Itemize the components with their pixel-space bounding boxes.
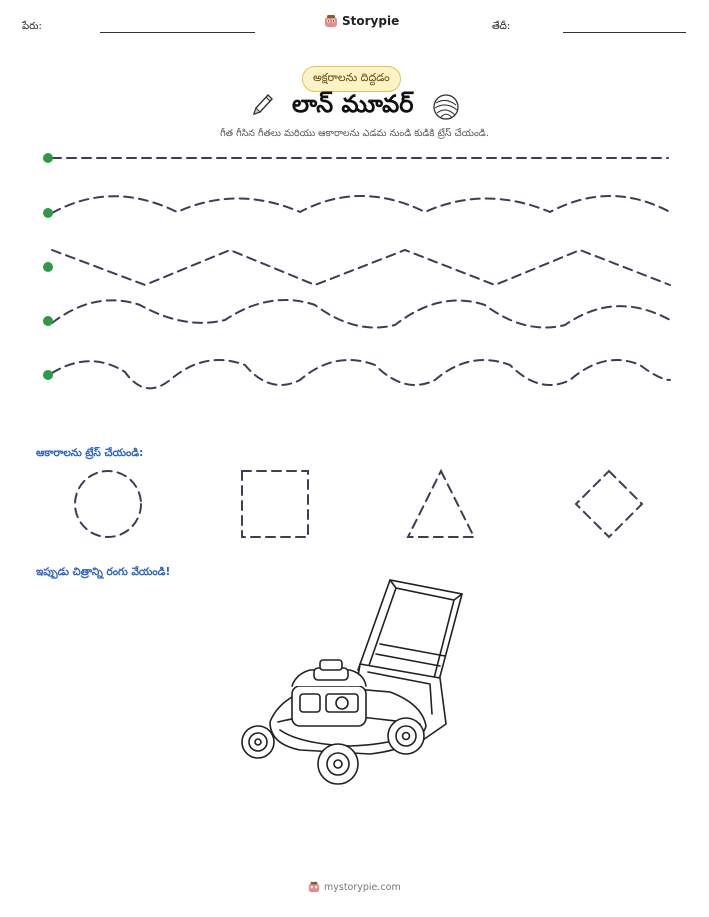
shapes-heading: ఆకారాలను ట్రేస్ చేయండి:	[36, 447, 144, 459]
trace-square	[242, 471, 308, 537]
trace-circle	[75, 471, 141, 537]
start-dot-4	[43, 316, 53, 326]
storypie-footer-logo-icon	[308, 881, 320, 893]
page-title: లాన్ మూవర్	[292, 90, 414, 118]
date-label: తేదీ:	[492, 21, 511, 32]
date-line[interactable]	[563, 32, 686, 33]
storypie-logo-icon	[324, 14, 338, 28]
trace-line-wave-3	[52, 360, 670, 388]
name-label: పేరు:	[22, 21, 42, 32]
name-line[interactable]	[100, 32, 255, 33]
pencil-icon	[250, 92, 274, 118]
coloring-heading: ఇప్పుడు చిత్రాన్ని రంగు వేయండి!	[36, 566, 171, 578]
brand	[324, 14, 399, 28]
tracing-lines	[0, 140, 709, 380]
start-dot-3	[43, 262, 53, 272]
start-dot-1	[43, 153, 53, 163]
instructions: గీత గీసిన గీతలు మరియు ఆకారాలను ఎడమ నుండి కుడికి ట్రేస్ చేయండి.	[220, 128, 489, 139]
start-dot-5	[43, 370, 53, 380]
worksheet-badge: అక్షరాలను దిద్దడం	[302, 66, 401, 92]
trace-line-zigzag	[52, 250, 670, 285]
tracing-shapes	[0, 465, 709, 545]
trace-line-wave-1	[52, 196, 670, 213]
brand-name: Storypie	[342, 14, 400, 28]
footer-url[interactable]: mystorypie.com	[324, 881, 401, 893]
trace-diamond	[576, 471, 642, 537]
trace-triangle	[408, 471, 474, 537]
lawn-mower-illustration	[240, 574, 470, 794]
start-dot-2	[43, 208, 53, 218]
yarn-ball-icon	[432, 93, 460, 121]
footer	[308, 881, 401, 893]
trace-line-wave-2	[52, 300, 670, 328]
